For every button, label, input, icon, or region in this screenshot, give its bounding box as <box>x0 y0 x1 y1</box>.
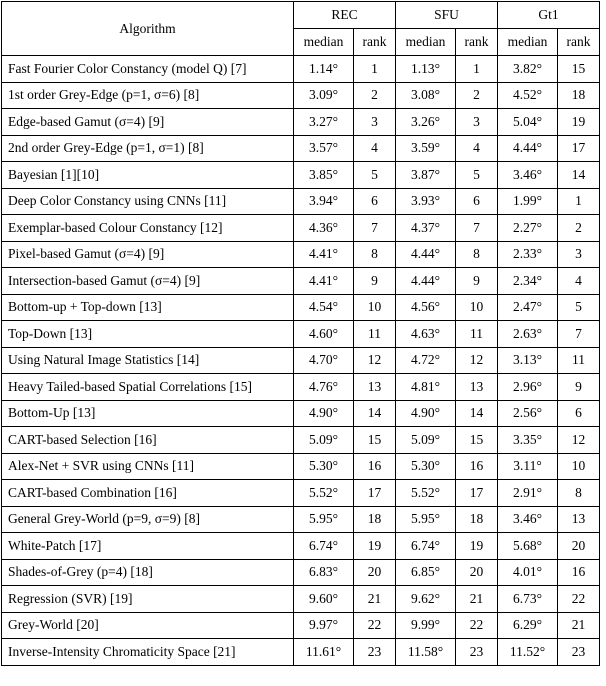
sfu-median-cell: 9.62° <box>396 586 456 613</box>
sfu-rank-cell: 20 <box>456 559 498 586</box>
rec-rank-cell: 21 <box>354 586 396 613</box>
rec-rank-cell: 16 <box>354 453 396 480</box>
gt1-median-cell: 3.35° <box>498 427 558 454</box>
rec-rank-cell: 20 <box>354 559 396 586</box>
results-table <box>1 1 600 666</box>
gt1-rank-cell: 11 <box>558 347 600 374</box>
sfu-median-cell: 5.30° <box>396 453 456 480</box>
sfu-rank-cell: 17 <box>456 480 498 507</box>
gt1-rank-cell: 16 <box>558 559 600 586</box>
algorithm-cell: Exemplar-based Colour Constancy [12] <box>2 215 294 242</box>
table-row <box>2 162 600 189</box>
algorithm-cell: Grey-World [20] <box>2 612 294 639</box>
sfu-median-cell: 4.63° <box>396 321 456 348</box>
sub-header-rank: rank <box>558 29 600 56</box>
rec-median-cell: 1.14° <box>294 56 354 83</box>
sub-header-rank: rank <box>354 29 396 56</box>
rec-median-cell: 4.54° <box>294 294 354 321</box>
gt1-rank-cell: 6 <box>558 400 600 427</box>
table-row <box>2 586 600 613</box>
gt1-rank-cell: 21 <box>558 612 600 639</box>
algorithm-cell: CART-based Combination [16] <box>2 480 294 507</box>
sub-header-median: median <box>498 29 558 56</box>
sfu-rank-cell: 7 <box>456 215 498 242</box>
table-row <box>2 506 600 533</box>
rec-rank-cell: 19 <box>354 533 396 560</box>
table-row <box>2 400 600 427</box>
sfu-rank-cell: 11 <box>456 321 498 348</box>
gt1-median-cell: 5.68° <box>498 533 558 560</box>
gt1-rank-cell: 1 <box>558 188 600 215</box>
gt1-median-cell: 4.52° <box>498 82 558 109</box>
sub-header-rank: rank <box>456 29 498 56</box>
table-row <box>2 188 600 215</box>
rec-median-cell: 5.30° <box>294 453 354 480</box>
table-row <box>2 427 600 454</box>
table-row <box>2 453 600 480</box>
gt1-rank-cell: 4 <box>558 268 600 295</box>
sfu-median-cell: 1.13° <box>396 56 456 83</box>
rec-median-cell: 3.94° <box>294 188 354 215</box>
algorithm-cell: CART-based Selection [16] <box>2 427 294 454</box>
sfu-median-cell: 9.99° <box>396 612 456 639</box>
rec-rank-cell: 18 <box>354 506 396 533</box>
table-row <box>2 480 600 507</box>
gt1-median-cell: 11.52° <box>498 639 558 666</box>
gt1-rank-cell: 2 <box>558 215 600 242</box>
rec-rank-cell: 3 <box>354 109 396 136</box>
algorithm-cell: General Grey-World (p=9, σ=9) [8] <box>2 506 294 533</box>
rec-median-cell: 11.61° <box>294 639 354 666</box>
table-row <box>2 294 600 321</box>
rec-rank-cell: 11 <box>354 321 396 348</box>
gt1-rank-cell: 13 <box>558 506 600 533</box>
rec-median-cell: 4.36° <box>294 215 354 242</box>
sfu-rank-cell: 18 <box>456 506 498 533</box>
sfu-rank-cell: 12 <box>456 347 498 374</box>
rec-median-cell: 9.60° <box>294 586 354 613</box>
gt1-median-cell: 3.46° <box>498 506 558 533</box>
gt1-median-cell: 1.99° <box>498 188 558 215</box>
sfu-median-cell: 3.87° <box>396 162 456 189</box>
rec-median-cell: 3.27° <box>294 109 354 136</box>
rec-rank-cell: 7 <box>354 215 396 242</box>
sfu-rank-cell: 19 <box>456 533 498 560</box>
algorithm-cell: Heavy Tailed-based Spatial Correlations [15] <box>2 374 294 401</box>
sfu-median-cell: 3.59° <box>396 135 456 162</box>
gt1-rank-cell: 15 <box>558 56 600 83</box>
gt1-median-cell: 2.63° <box>498 321 558 348</box>
sfu-rank-cell: 13 <box>456 374 498 401</box>
rec-rank-cell: 17 <box>354 480 396 507</box>
gt1-median-cell: 2.47° <box>498 294 558 321</box>
rec-rank-cell: 10 <box>354 294 396 321</box>
sfu-rank-cell: 14 <box>456 400 498 427</box>
sfu-median-cell: 3.08° <box>396 82 456 109</box>
sub-header-median: median <box>294 29 354 56</box>
rec-rank-cell: 14 <box>354 400 396 427</box>
sfu-rank-cell: 5 <box>456 162 498 189</box>
gt1-rank-cell: 22 <box>558 586 600 613</box>
sfu-rank-cell: 1 <box>456 56 498 83</box>
rec-median-cell: 4.41° <box>294 268 354 295</box>
sfu-rank-cell: 9 <box>456 268 498 295</box>
rec-rank-cell: 23 <box>354 639 396 666</box>
sfu-rank-cell: 6 <box>456 188 498 215</box>
algorithm-cell: Intersection-based Gamut (σ=4) [9] <box>2 268 294 295</box>
gt1-median-cell: 2.33° <box>498 241 558 268</box>
sfu-median-cell: 11.58° <box>396 639 456 666</box>
sfu-median-cell: 6.85° <box>396 559 456 586</box>
rec-median-cell: 5.52° <box>294 480 354 507</box>
gt1-median-cell: 6.29° <box>498 612 558 639</box>
rec-median-cell: 4.70° <box>294 347 354 374</box>
sfu-median-cell: 4.81° <box>396 374 456 401</box>
sfu-median-cell: 3.93° <box>396 188 456 215</box>
header-row-groups <box>2 2 600 29</box>
gt1-rank-cell: 20 <box>558 533 600 560</box>
gt1-median-cell: 2.56° <box>498 400 558 427</box>
algorithm-cell: Pixel-based Gamut (σ=4) [9] <box>2 241 294 268</box>
sfu-rank-cell: 8 <box>456 241 498 268</box>
table-row <box>2 639 600 666</box>
gt1-median-cell: 2.34° <box>498 268 558 295</box>
sfu-median-cell: 3.26° <box>396 109 456 136</box>
gt1-median-cell: 4.44° <box>498 135 558 162</box>
algorithm-cell: 2nd order Grey-Edge (p=1, σ=1) [8] <box>2 135 294 162</box>
rec-median-cell: 4.41° <box>294 241 354 268</box>
rec-median-cell: 9.97° <box>294 612 354 639</box>
algorithm-cell: 1st order Grey-Edge (p=1, σ=6) [8] <box>2 82 294 109</box>
gt1-rank-cell: 18 <box>558 82 600 109</box>
table-row <box>2 56 600 83</box>
group-header-gt1: Gt1 <box>498 2 600 29</box>
gt1-rank-cell: 10 <box>558 453 600 480</box>
sfu-rank-cell: 10 <box>456 294 498 321</box>
gt1-median-cell: 3.11° <box>498 453 558 480</box>
gt1-rank-cell: 14 <box>558 162 600 189</box>
rec-median-cell: 3.85° <box>294 162 354 189</box>
sfu-rank-cell: 4 <box>456 135 498 162</box>
table-row <box>2 109 600 136</box>
sfu-median-cell: 4.56° <box>396 294 456 321</box>
table-row <box>2 268 600 295</box>
rec-rank-cell: 12 <box>354 347 396 374</box>
gt1-median-cell: 3.46° <box>498 162 558 189</box>
rec-rank-cell: 9 <box>354 268 396 295</box>
sfu-median-cell: 4.37° <box>396 215 456 242</box>
rec-rank-cell: 15 <box>354 427 396 454</box>
group-header-rec: REC <box>294 2 396 29</box>
algorithm-cell: Using Natural Image Statistics [14] <box>2 347 294 374</box>
rec-rank-cell: 2 <box>354 82 396 109</box>
sfu-median-cell: 6.74° <box>396 533 456 560</box>
results-table-container <box>1 1 600 666</box>
sfu-rank-cell: 2 <box>456 82 498 109</box>
table-row <box>2 374 600 401</box>
algorithm-cell: White-Patch [17] <box>2 533 294 560</box>
rec-rank-cell: 1 <box>354 56 396 83</box>
gt1-rank-cell: 12 <box>558 427 600 454</box>
rec-median-cell: 5.95° <box>294 506 354 533</box>
sfu-rank-cell: 15 <box>456 427 498 454</box>
algorithm-header: Algorithm <box>2 2 294 56</box>
algorithm-cell: Bottom-up + Top-down [13] <box>2 294 294 321</box>
table-row <box>2 215 600 242</box>
table-row <box>2 559 600 586</box>
sfu-median-cell: 5.52° <box>396 480 456 507</box>
sfu-rank-cell: 3 <box>456 109 498 136</box>
sfu-rank-cell: 16 <box>456 453 498 480</box>
table-row <box>2 82 600 109</box>
rec-median-cell: 4.90° <box>294 400 354 427</box>
gt1-median-cell: 3.82° <box>498 56 558 83</box>
gt1-rank-cell: 7 <box>558 321 600 348</box>
sfu-median-cell: 5.95° <box>396 506 456 533</box>
rec-median-cell: 5.09° <box>294 427 354 454</box>
gt1-median-cell: 2.91° <box>498 480 558 507</box>
algorithm-cell: Alex-Net + SVR using CNNs [11] <box>2 453 294 480</box>
algorithm-cell: Deep Color Constancy using CNNs [11] <box>2 188 294 215</box>
sfu-median-cell: 4.44° <box>396 268 456 295</box>
algorithm-cell: Bottom-Up [13] <box>2 400 294 427</box>
table-row <box>2 533 600 560</box>
table-body <box>2 56 600 666</box>
gt1-rank-cell: 3 <box>558 241 600 268</box>
gt1-median-cell: 4.01° <box>498 559 558 586</box>
algorithm-cell: Fast Fourier Color Constancy (model Q) [7] <box>2 56 294 83</box>
table-row <box>2 347 600 374</box>
gt1-median-cell: 2.27° <box>498 215 558 242</box>
gt1-median-cell: 2.96° <box>498 374 558 401</box>
sfu-rank-cell: 21 <box>456 586 498 613</box>
rec-median-cell: 3.57° <box>294 135 354 162</box>
table-row <box>2 135 600 162</box>
sfu-median-cell: 4.72° <box>396 347 456 374</box>
gt1-rank-cell: 5 <box>558 294 600 321</box>
table-row <box>2 612 600 639</box>
rec-median-cell: 6.83° <box>294 559 354 586</box>
algorithm-cell: Shades-of-Grey (p=4) [18] <box>2 559 294 586</box>
gt1-rank-cell: 17 <box>558 135 600 162</box>
rec-rank-cell: 22 <box>354 612 396 639</box>
rec-median-cell: 4.76° <box>294 374 354 401</box>
group-header-sfu: SFU <box>396 2 498 29</box>
rec-rank-cell: 4 <box>354 135 396 162</box>
table-row <box>2 321 600 348</box>
sfu-rank-cell: 22 <box>456 612 498 639</box>
rec-median-cell: 3.09° <box>294 82 354 109</box>
gt1-rank-cell: 23 <box>558 639 600 666</box>
gt1-rank-cell: 8 <box>558 480 600 507</box>
algorithm-cell: Regression (SVR) [19] <box>2 586 294 613</box>
rec-rank-cell: 6 <box>354 188 396 215</box>
sfu-rank-cell: 23 <box>456 639 498 666</box>
algorithm-cell: Bayesian [1][10] <box>2 162 294 189</box>
table-row <box>2 241 600 268</box>
gt1-rank-cell: 9 <box>558 374 600 401</box>
rec-median-cell: 6.74° <box>294 533 354 560</box>
gt1-median-cell: 6.73° <box>498 586 558 613</box>
gt1-rank-cell: 19 <box>558 109 600 136</box>
algorithm-cell: Edge-based Gamut (σ=4) [9] <box>2 109 294 136</box>
sfu-median-cell: 5.09° <box>396 427 456 454</box>
gt1-median-cell: 3.13° <box>498 347 558 374</box>
sfu-median-cell: 4.44° <box>396 241 456 268</box>
sub-header-median: median <box>396 29 456 56</box>
gt1-median-cell: 5.04° <box>498 109 558 136</box>
sfu-median-cell: 4.90° <box>396 400 456 427</box>
rec-rank-cell: 5 <box>354 162 396 189</box>
rec-median-cell: 4.60° <box>294 321 354 348</box>
algorithm-cell: Inverse-Intensity Chromaticity Space [21] <box>2 639 294 666</box>
rec-rank-cell: 13 <box>354 374 396 401</box>
algorithm-cell: Top-Down [13] <box>2 321 294 348</box>
rec-rank-cell: 8 <box>354 241 396 268</box>
